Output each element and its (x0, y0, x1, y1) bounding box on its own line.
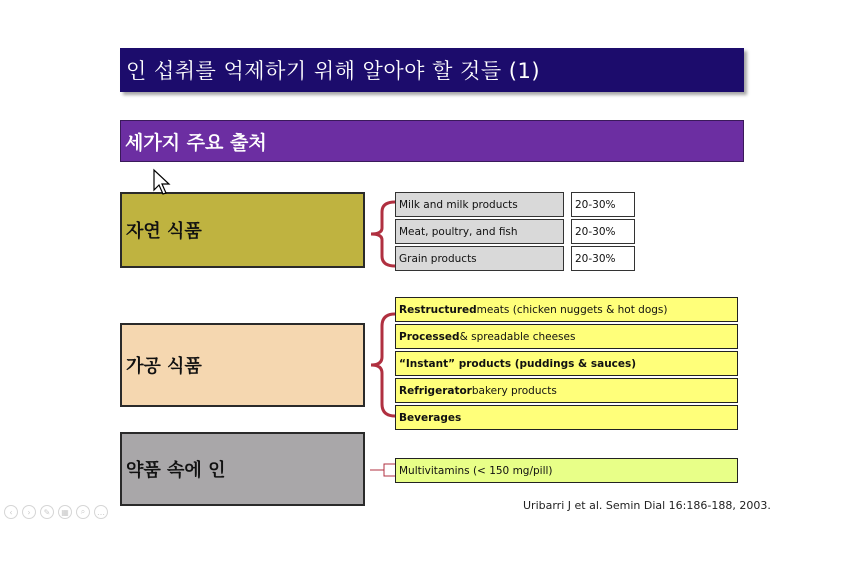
citation: Uribarri J et al. Semin Dial 16:186-188, 2003. (523, 499, 771, 512)
slide-title (120, 48, 744, 92)
natural-item-1: Meat, poultry, and fish (395, 219, 564, 244)
processed-item-2: “Instant” products (puddings & sauces) (395, 351, 738, 376)
mouse-cursor-icon (152, 168, 174, 196)
natural-pct-0: 20-30% (571, 192, 635, 217)
category-natural-foods (120, 192, 365, 268)
category-natural-label: 자연 식품 (126, 221, 202, 242)
natural-pct-2: 20-30% (571, 246, 635, 271)
category-processed-foods (120, 323, 365, 407)
subtitle-text: 세가지 주요 출처 (125, 131, 267, 154)
brace-natural (368, 200, 398, 268)
processed-item-4: Beverages (395, 405, 738, 430)
processed-item-3: Refrigerator bakery products (395, 378, 738, 403)
next-slide-icon[interactable]: › (22, 505, 36, 519)
presentation-controls (4, 505, 108, 519)
processed-item-1: Processed & spreadable cheeses (395, 324, 738, 349)
category-drugs (120, 432, 365, 506)
previous-slide-icon[interactable]: ‹ (4, 505, 18, 519)
processed-item-0: Restructured meats (chicken nuggets & hot dogs) (395, 297, 738, 322)
drug-item-multivitamins: Multivitamins (< 150 mg/pill) (395, 458, 738, 483)
brace-processed (368, 312, 398, 418)
more-icon[interactable]: … (94, 505, 108, 519)
pen-icon[interactable]: ✎ (40, 505, 54, 519)
natural-pct-1: 20-30% (571, 219, 635, 244)
subtitle-bar (120, 120, 744, 162)
natural-item-2: Grain products (395, 246, 564, 271)
category-processed-label: 가공 식품 (126, 356, 202, 377)
slides-icon[interactable]: ▦ (58, 505, 72, 519)
slide-title-text: 인 섭취를 억제하기 위해 알아야 할 것들 (1) (126, 59, 541, 83)
natural-item-0: Milk and milk products (395, 192, 564, 217)
zoom-icon[interactable]: ⌕ (76, 505, 90, 519)
brace-drug (368, 460, 398, 480)
category-drug-label: 약품 속에 인 (126, 460, 226, 481)
